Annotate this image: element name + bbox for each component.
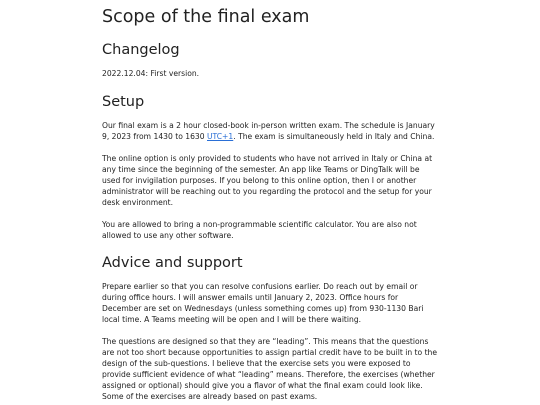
- setup-paragraph-schedule: [102, 120, 438, 142]
- setup-paragraph-calculator: You are allowed to bring a non-programmable scientific calculator. You are also not allowed to use any other software.: [102, 220, 417, 240]
- setup-paragraph-online: The online option is only provided to students who have not arrived in Italy or China at any time since the beginning of the semester. An app like Teams or DingTalk will be used for invigilation purposes. If you belong to this online option, then I or another administrator will be reaching out to you regarding the protocol and the setup for your desk environment.: [102, 154, 433, 207]
- advice-paragraph-prepare: Prepare earlier so that you can resolve confusions earlier. Do reach out by email or during office hours. I will answer emails until January 2, 2023. Office hours for December are set on Wednesdays (unless something comes up) from 930-1130 Bari local time. A Teams meeting will be open and I will be there waiting.: [102, 282, 424, 324]
- advice-paragraph-questions: The questions are designed so that they are “leading”. This means that the questions are not too short because opportunities to assign partial credit have to be built in to the design of the sub-questions. I believe that the exercise sets you were exposed to provide sufficient evidence of what “leading” means. Therefore, the exercises (whether assigned or optional) should give you a flavor of what the final exam could look like. Some of the exercises are already based on past exams.: [102, 337, 438, 401]
- utc-link[interactable]: UTC+1: [207, 132, 234, 141]
- setup-schedule-text-end: . The exam is simultaneously held in Italy and China.: [233, 132, 435, 141]
- changelog-heading: Changelog: [102, 42, 180, 58]
- setup-heading: Setup: [102, 94, 145, 110]
- advice-heading: Advice and support: [102, 255, 243, 271]
- page-title: Scope of the final exam: [102, 7, 310, 27]
- changelog-entry: 2022.12.04: First version.: [102, 69, 200, 78]
- page-content: [102, 0, 438, 402]
- setup-schedule-text: Our final exam is a 2 hour closed-book in-person written exam. The schedule is January 9, 2023 from 1430 to 1630: [102, 121, 435, 141]
